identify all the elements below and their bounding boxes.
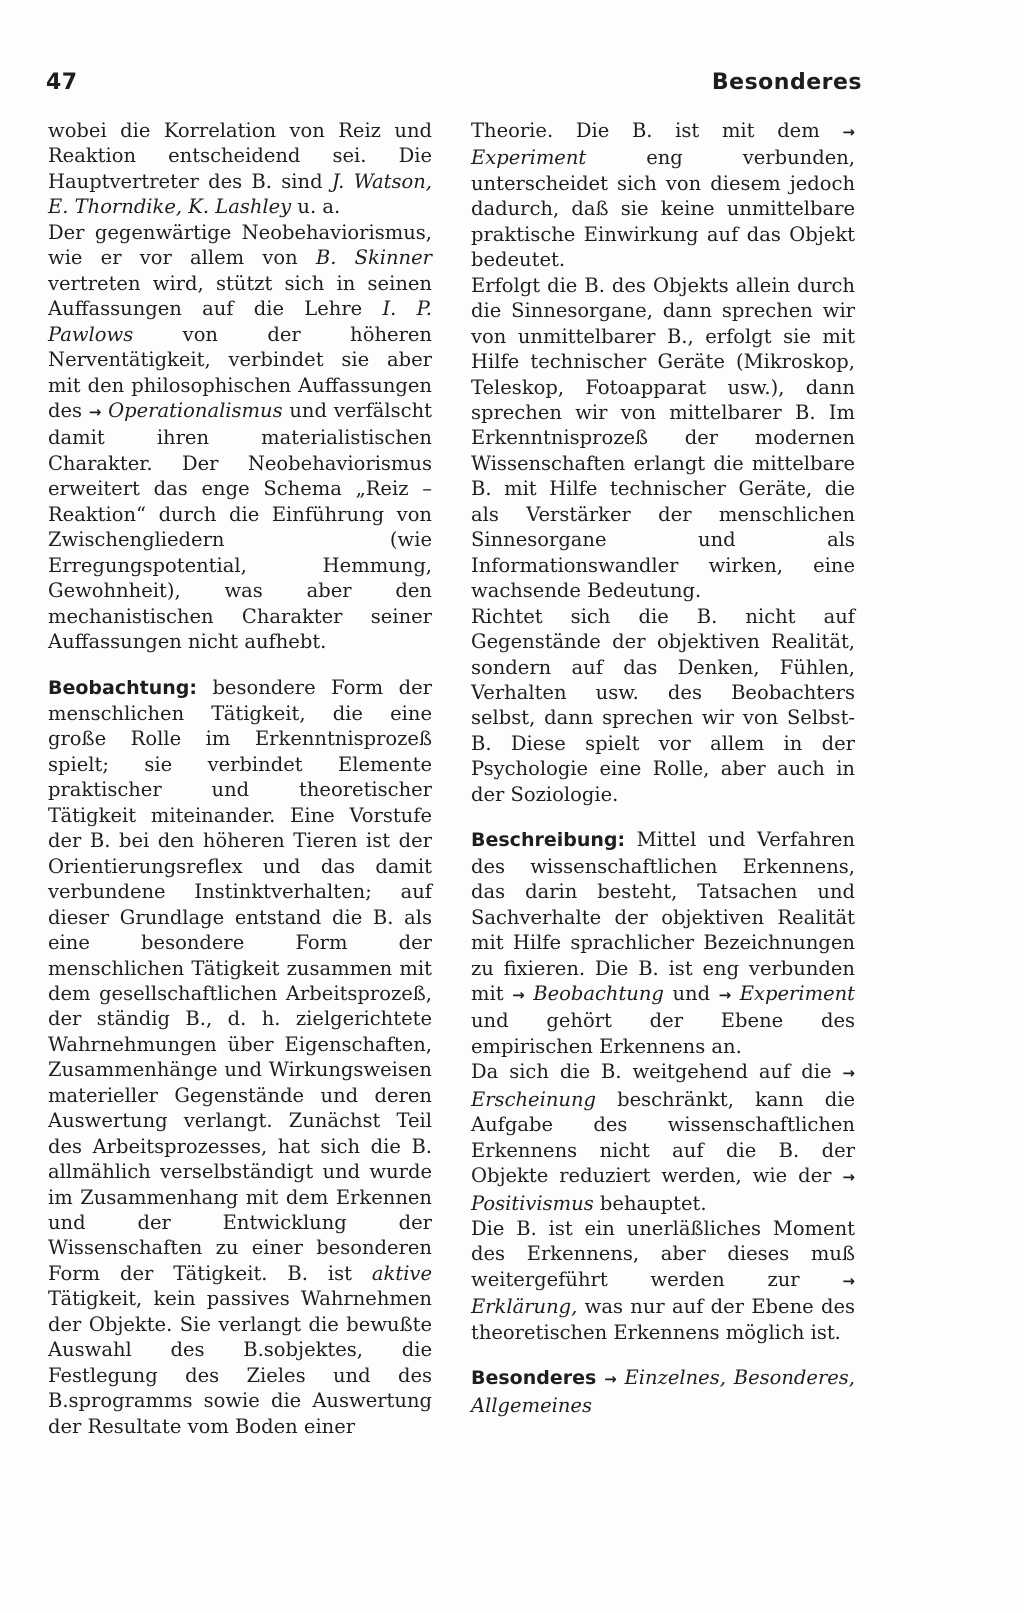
- cross-reference-link[interactable]: Operationalismus: [108, 398, 283, 422]
- entry-besonderes: [471, 1365, 855, 1418]
- running-head: Besonderes: [711, 70, 862, 95]
- cross-reference-arrow-icon: →: [842, 1064, 855, 1083]
- paragraph-mittelbare-beobachtung: Erfolgt die B. des Objekts allein durch die Sinnesorgane, dann sprechen wir von unmittelbarer B., erfolgt sie mit Hilfe technischer Geräte (Mikroskop, Teleskop, Fotoapparat usw.), dann sprechen wir von mittelbarer B. Im Erkenntnisprozeß der modernen Wissenschaften erlangt die mittelbare B. mit Hilfe technischer Geräte, die als Verstärker der menschlichen Sinnesorgane und als Informationswandler wirken, eine wachsende Bedeutung.: [471, 273, 855, 603]
- text-run: u. a.: [291, 195, 341, 219]
- paragraph-behaviorismus-end: [48, 118, 432, 220]
- cross-reference-link[interactable]: Beobachtung: [533, 981, 664, 1005]
- emphasis: aktive: [371, 1261, 432, 1285]
- text-run: Da sich die B. weitgehend auf die: [471, 1060, 843, 1084]
- entry-heading: Beobachtung:: [48, 676, 197, 699]
- cross-reference-arrow-icon: →: [842, 1168, 855, 1187]
- cross-reference-arrow-icon: →: [512, 985, 525, 1004]
- paragraph-erklaerung: [471, 1216, 855, 1345]
- paragraph-beobachtung-cont: [471, 118, 855, 273]
- text-run: von der höheren Nerventätigkeit, verbindet sie aber mit den philosophischen Auffassungen des: [48, 322, 432, 422]
- entry-beschreibung: [471, 827, 855, 1059]
- text-run: was nur auf der Ebene des theoretischen Erkennens möglich ist.: [471, 1295, 855, 1344]
- paragraph-erscheinung: [471, 1059, 855, 1216]
- cross-reference-arrow-icon: →: [718, 985, 732, 1004]
- page-number: 47: [46, 70, 78, 95]
- text-run: Der gegenwärtige Neobehaviorismus, wie er vor allem von: [48, 220, 432, 270]
- text-run: und gehört der Ebene des empirischen Erkennens an.: [471, 1009, 855, 1058]
- entry-beobachtung: [48, 675, 432, 1440]
- left-column: [48, 118, 432, 1439]
- text-run: Tätigkeit, kein passives Wahrnehmen der Objekte. Sie verlangt die bewußte Auswahl des B.sobjektes, die Festlegung des Zieles und des B.sprogramms sowie die Auswertung der Resultate vom Boden einer: [48, 1287, 432, 1438]
- cross-reference-arrow-icon: →: [842, 1271, 855, 1290]
- text-run: eng verbunden, unterscheidet sich von diesem jedoch dadurch, daß sie keine unmittelbare praktische Einwirkung auf das Objekt bedeutet.: [471, 146, 855, 272]
- text-run: und: [663, 981, 719, 1005]
- cross-reference-arrow-icon: →: [88, 402, 102, 421]
- text-run: Theorie. Die B. ist mit dem: [471, 119, 843, 142]
- text-run: wobei die Korrelation von Reiz und Reaktion entscheidend sei. Die Hauptvertreter des B. sind: [48, 119, 432, 193]
- person-names: J. Watson, E. Thorndike, K. Lashley: [48, 169, 433, 219]
- entry-heading: Besonderes: [471, 1367, 597, 1390]
- text-run: besondere Form der menschlichen Tätigkeit, die eine große Rolle im Erkenntnisprozeß spielt; sie verbindet Elemente praktischer und theoretischer Tätigkeit miteinander. Eine Vorstufe der B. bei den höheren Tieren ist der Orientierungsreflex und das damit verbundene Instinktverhalten; auf dieser Grundlage entstand die B. als eine besondere Form der menschlichen Tätigkeit zusammen mit dem gesellschaftlichen Arbeitsprozeß, der ständig B., d. h. zielgerichtete Wahrnehmungen über Eigenschaften, Zusammenhänge und Wirkungsweisen materieller Gegenstände und deren Auswertung verlangt. Zunächst Teil des Arbeitsprozesses, hat sich die B. allmählich verselbständigt und wurde im Zusammenhang mit dem Erkennen und der Entwicklung der Wissenschaften zu einer besonderen Form der Tätigkeit. B. ist: [48, 675, 432, 1285]
- text-run: Mittel und Verfahren des wissenschaftlichen Erkennens, das darin besteht, Tatsachen und Sachverhalte der objektiven Realität mit Hilfe sprachlicher Bezeichnungen zu fixieren. Die B. ist eng verbunden mit: [471, 828, 855, 1005]
- cross-reference-link[interactable]: Experiment: [739, 981, 856, 1005]
- paragraph-neobehaviorismus: [48, 220, 432, 655]
- cross-reference-link[interactable]: Experiment: [471, 146, 587, 170]
- cross-reference-link[interactable]: Erklärung,: [471, 1295, 578, 1319]
- text-run: vertreten wird, stützt sich in seinen Auffassungen auf die Lehre: [48, 271, 432, 321]
- text-run: behauptet.: [593, 1191, 707, 1215]
- person-name: I. P. Pawlows: [48, 297, 433, 346]
- person-name: B. Skinner: [315, 246, 432, 270]
- entry-heading: Beschreibung:: [471, 829, 626, 852]
- cross-reference-arrow-icon: →: [604, 1370, 617, 1389]
- cross-reference-link[interactable]: Positivismus: [471, 1191, 594, 1215]
- right-column: [471, 118, 855, 1418]
- text-run: und verfälscht damit ihren materialistischen Charakter. Der Neobehaviorismus erweitert das enge Schema „Reiz – Reaktion“ durch die Einführung von Zwischengliedern (wie Erregungspotential, Hemmung, Gewohnheit), was aber den mechanistischen Charakter seiner Auffassungen nicht aufhebt.: [48, 398, 432, 654]
- text-run: beschränkt, kann die Aufgabe des wissenschaftlichen Erkennens nicht auf die B. der Objekte reduziert werden, wie der: [471, 1087, 855, 1188]
- paragraph-selbstbeobachtung: Richtet sich die B. nicht auf Gegenstände der objektiven Realität, sondern auf das Denken, Fühlen, Verhalten usw. des Beobachters selbst, dann sprechen wir von Selbst-B. Diese spielt vor allem in der Psychologie eine Rolle, aber auch in der Soziologie.: [471, 604, 855, 806]
- cross-reference-link[interactable]: Einzelnes, Besonderes, Allgemeines: [471, 1366, 856, 1417]
- cross-reference-link[interactable]: Erscheinung: [471, 1087, 596, 1111]
- text-run: Die B. ist ein unerläßliches Moment des Erkennens, aber dieses muß weitergeführt werden zur: [471, 1217, 855, 1291]
- cross-reference-arrow-icon: →: [842, 123, 855, 141]
